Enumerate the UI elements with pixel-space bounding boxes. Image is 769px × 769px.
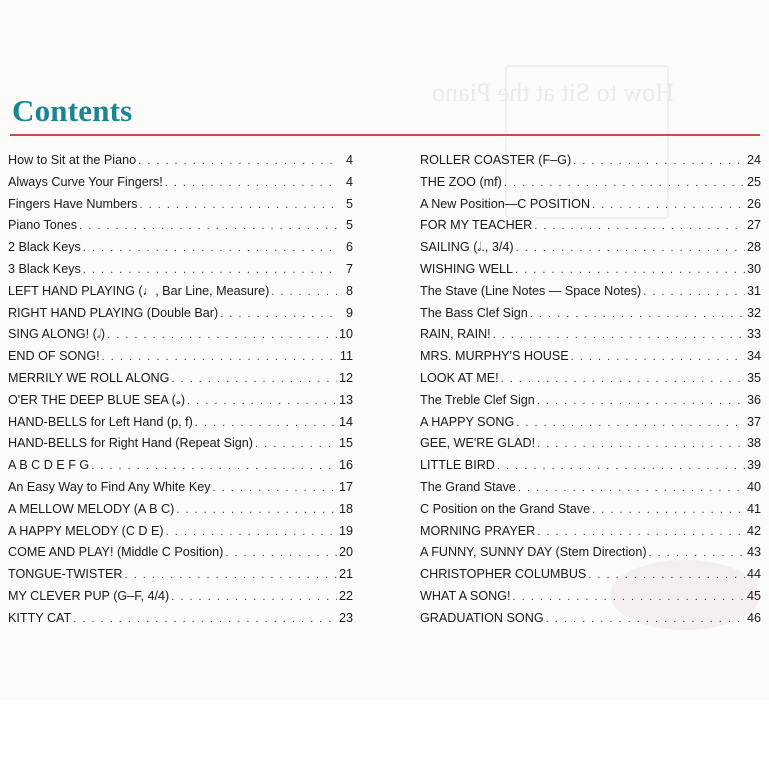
- toc-entry: [420, 567, 761, 589]
- toc-entry: [420, 218, 761, 240]
- toc-entry-page-number: 18: [338, 501, 353, 516]
- toc-entry-page-number: 33: [746, 327, 761, 342]
- toc-entry: [420, 240, 761, 262]
- dot-leader: [643, 286, 745, 298]
- dot-leader: [588, 569, 745, 581]
- dot-leader: [592, 199, 745, 211]
- dot-leader: [195, 417, 337, 429]
- toc-entry-page-number: 27: [746, 218, 761, 233]
- toc-entry: [420, 524, 761, 546]
- dot-leader: [537, 526, 745, 538]
- dot-leader: [493, 329, 745, 341]
- toc-entry-page-number: 24: [746, 153, 761, 167]
- dot-leader: [516, 242, 745, 254]
- toc-entry-page-number: 35: [746, 370, 761, 385]
- toc-entry: [8, 153, 353, 175]
- dot-leader: [271, 286, 337, 298]
- toc-entry-page-number: 7: [345, 261, 353, 276]
- dot-leader: [213, 482, 337, 494]
- dot-leader: [139, 199, 337, 211]
- toc-entry: [8, 371, 353, 393]
- dot-leader: [537, 395, 745, 407]
- toc-entry-title: FOR MY TEACHER: [420, 218, 533, 233]
- toc-entry-page-number: 11: [339, 349, 353, 364]
- toc-entry-title: GRADUATION SONG: [420, 610, 544, 625]
- toc-entry-title: The Grand Stave: [420, 479, 516, 494]
- toc-entry: [420, 327, 761, 349]
- toc-entry: [420, 458, 761, 480]
- dot-leader: [225, 547, 337, 559]
- toc-entry: [8, 240, 353, 262]
- toc-entry: [420, 393, 761, 415]
- toc-entry-title: RIGHT HAND PLAYING (Double Bar): [8, 305, 219, 320]
- toc-entry-title: KITTY CAT: [8, 610, 72, 625]
- toc-entry: [8, 611, 353, 633]
- dot-leader: [73, 613, 337, 625]
- toc-entry: [420, 436, 761, 458]
- title-divider: [10, 134, 760, 136]
- dot-leader: [176, 504, 337, 516]
- toc-entry-page-number: 17: [338, 479, 353, 494]
- toc-entry-title: HAND-BELLS for Left Hand (p, f): [8, 414, 193, 429]
- dot-leader: [497, 460, 745, 472]
- toc-entry-page-number: 44: [746, 567, 761, 582]
- toc-entry-title: MRS. MURPHY'S HOUSE: [420, 349, 569, 364]
- toc-entry-title: TONGUE-TWISTER: [8, 567, 123, 582]
- toc-entry-page-number: 22: [338, 588, 353, 603]
- toc-entry-title: A HAPPY SONG: [420, 414, 515, 429]
- toc-entry: [420, 480, 761, 502]
- toc-entry-page-number: 13: [338, 392, 353, 407]
- dot-leader: [546, 613, 745, 625]
- toc-entry-page-number: 30: [746, 261, 761, 276]
- toc-entry: [420, 284, 761, 306]
- toc-entry: [8, 175, 353, 197]
- toc-entry-page-number: 43: [746, 545, 761, 560]
- toc-entry-page-number: 8: [345, 283, 353, 298]
- toc-entry-page-number: 41: [746, 501, 761, 516]
- page-bottom-margin: [0, 700, 769, 769]
- dot-leader: [255, 438, 337, 450]
- toc-entry-title: LEFT HAND PLAYING (♩, Bar Line, Measure): [8, 283, 270, 298]
- toc-entry-title: A MELLOW MELODY (A B C): [8, 501, 175, 516]
- dot-leader: [107, 329, 337, 341]
- dot-leader: [187, 395, 337, 407]
- dot-leader: [83, 264, 337, 276]
- toc-entry-title: SAILING (𝅗𝅥., 3/4): [420, 240, 514, 255]
- toc-entry-title: A B C D E F G: [8, 458, 90, 473]
- toc-entry-page-number: 32: [746, 305, 761, 320]
- toc-entry: [8, 524, 353, 546]
- toc-entry-page-number: 39: [746, 458, 761, 473]
- toc-entry: [8, 197, 353, 219]
- dot-leader: [91, 460, 337, 472]
- toc-entry: [8, 306, 353, 328]
- dot-leader: [513, 591, 745, 603]
- toc-entry-page-number: 42: [746, 523, 761, 538]
- toc-entry: [420, 175, 761, 197]
- dot-leader: [79, 220, 337, 232]
- dot-leader: [534, 220, 745, 232]
- toc-entry-title: WHAT A SONG!: [420, 588, 511, 603]
- dot-leader: [649, 547, 745, 559]
- toc-entry: [8, 545, 353, 567]
- toc-entry: [8, 436, 353, 458]
- toc-entry-title: SING ALONG! (𝅗𝅥): [8, 327, 106, 342]
- dot-leader: [220, 308, 337, 320]
- toc-entry-title: The Treble Clef Sign: [420, 392, 535, 407]
- dot-leader: [166, 526, 337, 538]
- toc-entry-title: The Bass Clef Sign: [420, 305, 528, 320]
- contents-left-column: [8, 153, 353, 633]
- toc-entry-title: Piano Tones: [8, 218, 78, 233]
- toc-entry: [420, 502, 761, 524]
- toc-entry: [8, 284, 353, 306]
- toc-entry: [420, 349, 761, 371]
- toc-entry-page-number: 34: [746, 349, 761, 364]
- toc-entry-page-number: 6: [345, 240, 353, 255]
- toc-entry: [420, 306, 761, 328]
- toc-entry: [420, 197, 761, 219]
- toc-entry-title: 3 Black Keys: [8, 261, 81, 276]
- toc-entry-page-number: 4: [345, 174, 353, 189]
- toc-entry-title: MERRILY WE ROLL ALONG: [8, 370, 170, 385]
- toc-entry: [8, 349, 353, 371]
- toc-entry-title: 2 Black Keys: [8, 240, 81, 255]
- toc-entry-page-number: 16: [338, 458, 353, 473]
- toc-entry-page-number: 36: [746, 392, 761, 407]
- toc-entry-title: MORNING PRAYER: [420, 523, 536, 538]
- toc-entry-page-number: 5: [345, 196, 353, 211]
- toc-entry-page-number: 12: [338, 370, 353, 385]
- toc-entry-title: C Position on the Grand Stave: [420, 501, 591, 516]
- toc-entry: [420, 262, 761, 284]
- toc-entry-page-number: 31: [746, 283, 761, 298]
- dot-leader: [537, 438, 745, 450]
- toc-entry-page-number: 45: [746, 588, 761, 603]
- toc-entry-title: CHRISTOPHER COLUMBUS: [420, 567, 587, 582]
- toc-entry-title: GEE, WE'RE GLAD!: [420, 436, 536, 451]
- toc-entry-page-number: 4: [345, 153, 353, 167]
- toc-entry-title: MY CLEVER PUP (G–F, 4/4): [8, 588, 170, 603]
- toc-entry-title: RAIN, RAIN!: [420, 327, 491, 342]
- toc-entry-page-number: 10: [338, 327, 353, 342]
- toc-entry: [8, 458, 353, 480]
- toc-entry-title: An Easy Way to Find Any White Key: [8, 479, 211, 494]
- toc-entry-title: A New Position—C POSITION: [420, 196, 591, 211]
- toc-entry-page-number: 38: [746, 436, 761, 451]
- toc-entry-page-number: 26: [746, 196, 761, 211]
- dot-leader: [515, 264, 745, 276]
- toc-entry-title: HAND-BELLS for Right Hand (Repeat Sign): [8, 436, 253, 451]
- toc-entry-title: END OF SONG!: [8, 349, 100, 364]
- contents-right-column: [420, 153, 761, 633]
- toc-entry-title: The Stave (Line Notes — Space Notes): [420, 283, 642, 298]
- toc-entry: [420, 153, 761, 175]
- toc-entry: [8, 327, 353, 349]
- toc-entry-title: LOOK AT ME!: [420, 370, 499, 385]
- toc-entry-title: A HAPPY MELODY (C D E): [8, 523, 164, 538]
- toc-entry-title: ROLLER COASTER (F–G): [420, 153, 572, 167]
- toc-entry-page-number: 9: [345, 305, 353, 320]
- dot-leader: [171, 591, 337, 603]
- dot-leader: [571, 351, 745, 363]
- dot-leader: [504, 177, 745, 189]
- toc-entry: [8, 480, 353, 502]
- dot-leader: [138, 155, 337, 167]
- toc-entry: [420, 371, 761, 393]
- dot-leader: [125, 569, 337, 581]
- page-title: Contents: [12, 93, 133, 128]
- toc-entry: [420, 415, 761, 437]
- dot-leader: [530, 308, 745, 320]
- bleed-through-text: How to Sit at the Piano: [432, 78, 674, 107]
- toc-entry: [8, 567, 353, 589]
- toc-entry-page-number: 14: [338, 414, 353, 429]
- dot-leader: [171, 373, 337, 385]
- dot-leader: [518, 482, 745, 494]
- toc-entry: [420, 545, 761, 567]
- toc-entry-page-number: 5: [345, 218, 353, 233]
- toc-entry-title: COME AND PLAY! (Middle C Position): [8, 545, 224, 560]
- toc-entry-title: WISHING WELL: [420, 261, 514, 276]
- toc-entry-page-number: 23: [338, 610, 353, 625]
- toc-entry-title: How to Sit at the Piano: [8, 153, 137, 167]
- toc-entry: [420, 611, 761, 633]
- toc-entry-page-number: 15: [338, 436, 353, 451]
- toc-entry-page-number: 20: [338, 545, 353, 560]
- dot-leader: [516, 417, 745, 429]
- toc-entry-title: THE ZOO (mf): [420, 174, 502, 189]
- toc-entry-page-number: 19: [338, 523, 353, 538]
- toc-entry-title: LITTLE BIRD: [420, 458, 495, 473]
- dot-leader: [501, 373, 745, 385]
- toc-entry-title: Always Curve Your Fingers!: [8, 174, 163, 189]
- toc-entry: [8, 218, 353, 240]
- toc-entry: [8, 589, 353, 611]
- toc-entry-page-number: 21: [338, 567, 353, 582]
- toc-entry-title: Fingers Have Numbers: [8, 196, 138, 211]
- dot-leader: [83, 242, 337, 254]
- dot-leader: [573, 155, 745, 167]
- dot-leader: [165, 177, 337, 189]
- toc-entry: [8, 415, 353, 437]
- toc-entry: [8, 393, 353, 415]
- toc-entry-title: A FUNNY, SUNNY DAY (Stem Direction): [420, 545, 647, 560]
- toc-entry: [8, 262, 353, 284]
- toc-entry-page-number: 25: [746, 174, 761, 189]
- toc-entry-page-number: 40: [746, 479, 761, 494]
- toc-entry-title: O'ER THE DEEP BLUE SEA (𝅝): [8, 392, 186, 407]
- dot-leader: [102, 351, 337, 363]
- toc-entry-page-number: 37: [746, 414, 761, 429]
- toc-entry-page-number: 28: [746, 240, 761, 255]
- dot-leader: [592, 504, 745, 516]
- toc-entry: [8, 502, 353, 524]
- toc-entry: [420, 589, 761, 611]
- toc-entry-page-number: 46: [746, 610, 761, 625]
